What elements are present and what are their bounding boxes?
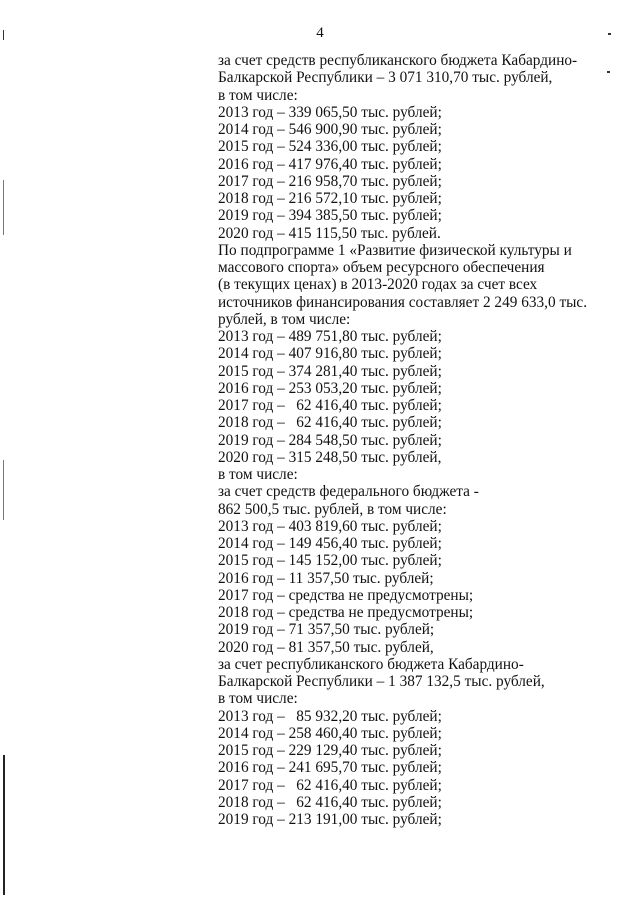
- text-line: за счет средств республиканского бюджета Кабардино-: [218, 52, 578, 69]
- text-line: 2016 год – 241 695,70 тыс. рублей;: [218, 759, 442, 777]
- text-line: 2014 год – 546 900,90 тыс. рублей;: [218, 121, 442, 138]
- text-line: Балкарской Республики – 1 387 132,5 тыс. рублей,: [218, 673, 545, 690]
- text-line: 2020 год – 81 357,50 тыс. рублей,: [218, 638, 434, 656]
- text-line: 2018 год – 216 572,10 тыс. рублей;: [218, 190, 442, 207]
- text-line: 2017 год – 216 958,70 тыс. рублей;: [218, 172, 442, 190]
- text-line: источников финансирования составляет 2 249 633,0 тыс.: [218, 293, 588, 311]
- text-line: 2015 год – 524 336,00 тыс. рублей;: [218, 138, 442, 156]
- text-line: 2017 год – 62 416,40 тыс. рублей;: [218, 397, 442, 414]
- text-line: 2014 год – 407 916,80 тыс. рублей;: [218, 345, 442, 363]
- page-number: 4: [316, 25, 324, 41]
- text-line: 2019 год – 284 548,50 тыс. рублей;: [218, 431, 442, 449]
- text-line: 2019 год – 71 357,50 тыс. рублей;: [218, 621, 435, 639]
- text-line: в том числе:: [218, 466, 298, 483]
- text-line: в том числе:: [218, 86, 298, 104]
- text-line: По подпрограмме 1 «Развитие физической культуры и: [218, 241, 572, 259]
- text-line: 2017 год – 62 416,40 тыс. рублей;: [218, 776, 442, 794]
- document-body: [218, 52, 618, 828]
- text-line: 2014 год – 149 456,40 тыс. рублей;: [218, 535, 442, 552]
- text-line: 2018 год – 62 416,40 тыс. рублей;: [218, 793, 442, 811]
- text-line: Балкарской Республики – 3 071 310,70 тыс. рублей,: [218, 69, 553, 87]
- text-line: массового спорта» объем ресурсного обеспечения: [218, 259, 545, 276]
- text-line: 2016 год – 253 053,20 тыс. рублей;: [218, 379, 442, 397]
- text-line: 2013 год – 339 065,50 тыс. рублей;: [218, 103, 442, 121]
- text-line: 2017 год – средства не предусмотрены;: [218, 586, 474, 604]
- text-line: (в текущих ценах) в 2013-2020 годах за счет всех: [218, 276, 538, 294]
- text-line: 2013 год – 489 751,80 тыс. рублей;: [218, 328, 442, 345]
- text-line: 2020 год – 415 115,50 тыс. рублей.: [218, 224, 441, 242]
- text-line: 2013 год – 403 819,60 тыс. рублей;: [218, 517, 442, 535]
- text-line: 2018 год – средства не предусмотрены;: [218, 604, 474, 621]
- text-line: 2019 год – 394 385,50 тыс. рублей;: [218, 207, 442, 225]
- text-line: 2015 год – 374 281,40 тыс. рублей;: [218, 362, 442, 380]
- text-line: за счет средств федерального бюджета -: [218, 483, 479, 501]
- text-line: 2013 год – 85 932,20 тыс. рублей;: [218, 707, 442, 725]
- scan-dot: [607, 71, 610, 73]
- text-line: за счет республиканского бюджета Кабардино-: [218, 655, 524, 673]
- text-line: рублей, в том числе:: [218, 310, 351, 328]
- text-line: 2018 год – 62 416,40 тыс. рублей;: [218, 414, 442, 432]
- text-line: 2015 год – 229 129,40 тыс. рублей;: [218, 742, 442, 759]
- scan-edge-mark: [3, 460, 4, 520]
- text-line: 2016 год – 11 357,50 тыс. рублей;: [218, 569, 434, 587]
- text-line: в том числе:: [218, 690, 298, 708]
- scan-edge-mark: [3, 755, 5, 895]
- scan-dot: [608, 33, 611, 35]
- scan-edge-mark: [3, 30, 4, 40]
- text-line: 862 500,5 тыс. рублей, в том числе:: [218, 500, 447, 518]
- scan-edge-mark: [3, 180, 4, 235]
- text-line: 2020 год – 315 248,50 тыс. рублей,: [218, 448, 442, 466]
- text-line: 2016 год – 417 976,40 тыс. рублей;: [218, 155, 442, 173]
- text-line: 2019 год – 213 191,00 тыс. рублей;: [218, 811, 442, 828]
- text-line: 2015 год – 145 152,00 тыс. рублей;: [218, 552, 442, 570]
- text-line: 2014 год – 258 460,40 тыс. рублей;: [218, 724, 442, 742]
